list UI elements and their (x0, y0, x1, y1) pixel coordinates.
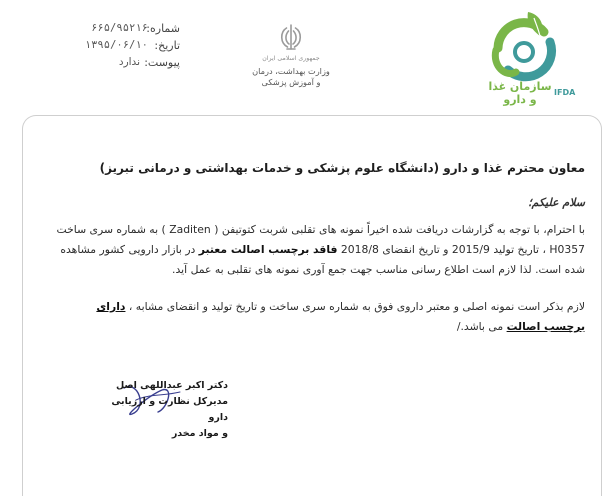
letter-date-value: ۱۳۹۵/۰۶/۱۰ (84, 39, 148, 51)
paragraph-2-text: می باشد./ (456, 320, 504, 333)
paragraph-2 (70, 297, 585, 337)
signatory-name: دکتر اکبر عبداللهی اصل (115, 380, 228, 391)
paragraph-1-text: با احترام، با توجه به گزارشات دریافت شده اخیراً نمونه های تقلبی شربت کتوتیفن ( (214, 223, 585, 236)
letter-date-row (60, 39, 180, 56)
letter-date-label: تاریخ: (154, 39, 180, 52)
logo-text-fa: سازمان غذا و دارو (488, 80, 552, 106)
ifda-logo (488, 8, 588, 106)
paragraph-1-text: ) به شماره سری ساخت (56, 223, 166, 236)
ministry-name-line: و آموزش پزشکی (261, 77, 321, 87)
logo-text-en: IFDA (554, 88, 576, 97)
signature-block (108, 378, 228, 439)
paragraph-1-text: در بازار دارویی کشور مشاهده شده است. لذا لازم است اطلاع رسانی مناسب جهت جمع آوری نمونه های تقلبی به عمل آید. (60, 243, 585, 276)
authenticity-label-phrase: دارای برچسب اصالت (96, 300, 585, 333)
paragraph-2-text: لازم بذکر است نمونه اصلی و معتبر داروی فوق به شماره سری ساخت و تاریخ تولید و انقضای مشابه ، (128, 300, 585, 313)
product-name: Zaditen (169, 223, 211, 236)
paragraph-1-text: و تاریخ انقضای (382, 243, 449, 256)
ministry-name-line: وزارت بهداشت، درمان (252, 66, 330, 76)
batch-number: H0357 (549, 243, 585, 256)
iran-emblem-icon (276, 22, 306, 52)
manufacture-date: 2015/9 (451, 243, 490, 256)
expiry-date: 2018/8 (340, 243, 379, 256)
signature-text (108, 378, 228, 442)
ministry-header (232, 22, 350, 88)
letter-number-label: شماره: (146, 22, 180, 35)
recipient-line: معاون محترم غذا و دارو (دانشگاه علوم پزشکی و خدمات بهداشتی و درمانی تبریز) (99, 161, 585, 175)
greeting: سلام علیکم؛ (528, 196, 585, 209)
letter-attachment-label: پیوست: (144, 56, 180, 69)
ifda-logo-icon (488, 8, 588, 84)
emblem-caption: جمهوری اسلامی ایران (262, 55, 320, 62)
letter-number-row (60, 22, 180, 39)
paragraph-1-text: ، تاریخ تولید (493, 243, 546, 256)
ministry-name (232, 66, 350, 88)
letter-attachment-row (60, 56, 180, 73)
letter-number-value: ۶۶۵/۹۵۲۱۶ (91, 22, 148, 34)
signatory-title: و مواد مخدر (171, 428, 228, 439)
paragraph-1 (45, 220, 585, 280)
signatory-title: مدیرکل نظارت و ارزیابی دارو (111, 396, 228, 423)
letter-attachment-value: ندارد (118, 56, 140, 68)
no-authenticity-label-phrase: فاقد برچسب اصالت معتبر (198, 243, 338, 256)
letter-metadata (60, 22, 180, 73)
